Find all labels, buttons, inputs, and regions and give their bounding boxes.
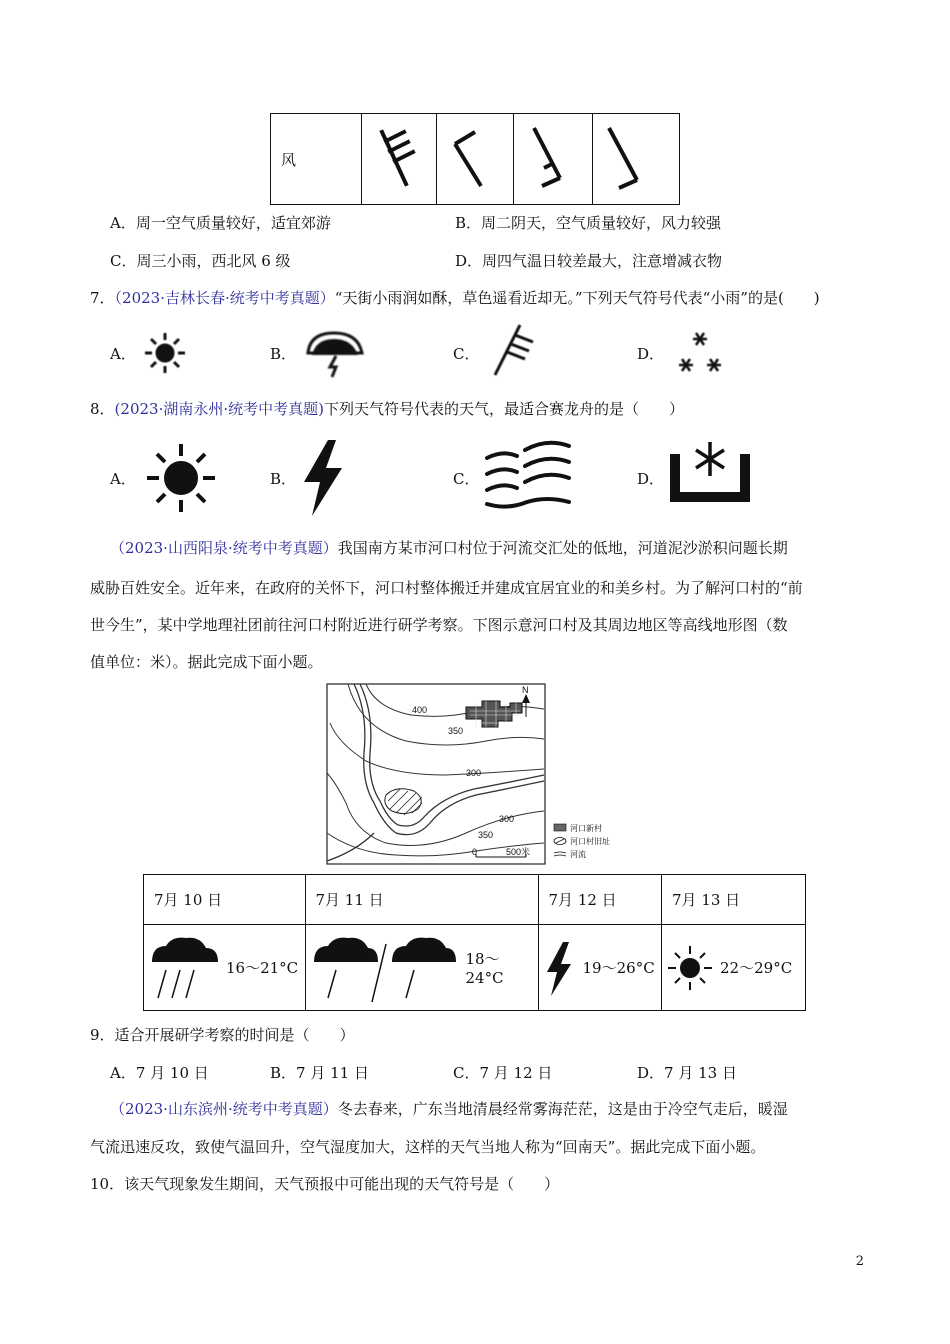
q9-option-b: B．7 月 11 日 [270, 1064, 369, 1082]
q9-option-c: C．7 月 12 日 [453, 1064, 553, 1082]
passage9-line4: 值单位：米）。据此完成下面小题。 [90, 653, 323, 671]
wind-cell-2 [437, 114, 514, 205]
rain-icon [144, 932, 222, 1004]
fog-icon [483, 440, 573, 510]
q7-stem [90, 287, 820, 308]
wind-barb-icon [485, 320, 555, 380]
forecast-cell-2 [305, 925, 538, 1011]
q8-text: 下列天气符号代表的天气，最适合赛龙舟的是（ ） [323, 400, 684, 418]
passage10-source: （2023·山东滨州·统考中考真题） [110, 1100, 338, 1118]
wind-cell-3 [514, 114, 593, 205]
q8-option-d: D． [637, 470, 665, 488]
q7-source: （2023·吉林长春·统考中考真题） [114, 289, 335, 307]
contour-label-350: 350 [448, 726, 464, 736]
wind-row-label: 风 [271, 114, 362, 205]
map-legend [554, 823, 610, 859]
contour-map [326, 683, 626, 869]
contour-label-300: 300 [466, 768, 482, 778]
q7-option-d: D． [637, 345, 665, 363]
wind-barb-icon [514, 114, 592, 200]
q10-stem: 10．该天气现象发生期间，天气预报中可能出现的天气符号是（ ） [90, 1175, 560, 1193]
scale-start: 0 [472, 847, 478, 857]
forecast-cell-4 [662, 925, 806, 1011]
q6-option-b: B．周二阴天，空气质量较好，风力较强 [455, 214, 722, 232]
forecast-cell-3 [538, 925, 662, 1011]
q8-option-b: B． [270, 470, 297, 488]
q8-option-a: A． [110, 470, 136, 488]
q8-source: (2023·湖南永州·统考中考真题) [114, 400, 324, 418]
q7-text: “天街小雨润如酥，草色遥看近却无。”下列天气符号代表“小雨”的是( ) [334, 289, 820, 307]
lightning-icon [300, 438, 346, 518]
scale-end: 500米 [506, 847, 531, 857]
passage10-line1 [110, 1098, 788, 1119]
passage10-text1: 冬去春来，广东当地清晨经常雾海茫茫，这是由于冷空气走后，暖湿 [337, 1100, 788, 1118]
passage9-line3: 世今生”，某中学地理社团前往河口村附近进行研学考察。下图示意河口村及其周边地区等高线地形图（数 [90, 616, 788, 634]
passage9-line1 [110, 537, 788, 558]
forecast-date-4: 7月 13 日 [662, 875, 806, 925]
forecast-temp-3: 19～26°C [582, 959, 655, 977]
wind-barb-icon [437, 114, 513, 200]
forecast-temp-1: 16～21°C [226, 959, 299, 977]
forecast-temp-2: 18～24°C [465, 950, 504, 987]
passage9-source: （2023·山西阳泉·统考中考真题） [110, 539, 338, 557]
forecast-cell-1 [144, 925, 306, 1011]
forecast-date-1: 7月 10 日 [144, 875, 306, 925]
lightning-icon [539, 932, 579, 1004]
legend-river: 河流 [570, 850, 586, 859]
q6-option-a: A．周一空气质量较好，适宜郊游 [110, 214, 331, 232]
sun-icon [143, 440, 219, 516]
q6-option-c: C．周三小雨，西北风 6 级 [110, 252, 291, 270]
legend-river-swatch [554, 852, 566, 856]
forecast-date-3: 7月 12 日 [538, 875, 662, 925]
q7-option-c: C． [453, 345, 480, 363]
north-label: N [522, 685, 529, 695]
wind-barb-icon [362, 114, 436, 200]
q9-stem: 9．适合开展研学考察的时间是（ ） [90, 1026, 355, 1044]
wind-cell-4 [593, 114, 680, 205]
snow-icon [670, 325, 730, 380]
q8-stem [90, 398, 684, 419]
q8-option-c: C． [453, 470, 480, 488]
q7-number: 7． [90, 289, 115, 307]
q9-option-d: D．7 月 13 日 [637, 1064, 737, 1082]
legend-new-village: 河口新村 [570, 824, 602, 833]
passage9-line2: 威胁百姓安全。近年来，在政府的关怀下，河口村整体搬迁并建成宜居宜业的和美乡村。为了解河口村的“前 [90, 579, 803, 597]
legend-old-site: 河口村旧址 [570, 837, 610, 846]
q9-option-a: A．7 月 10 日 [110, 1064, 209, 1082]
sun-icon [140, 328, 190, 378]
forecast-temp-4: 22～29°C [720, 959, 793, 977]
rain-to-rain-icon [306, 932, 466, 1004]
q7-option-b: B． [270, 345, 297, 363]
contour-label-400: 400 [412, 705, 428, 715]
forecast-table [143, 874, 806, 1011]
wind-cell-1 [362, 114, 437, 205]
forecast-date-2: 7月 11 日 [305, 875, 538, 925]
legend-new-village-swatch [554, 824, 566, 831]
sandstorm-icon [668, 440, 752, 508]
sun-icon [662, 932, 718, 1004]
passage10-line2: 气流迅速反攻，致使气温回升，空气湿度加大，这样的天气当地人称为“回南天”。据此完成下面小题。 [90, 1138, 766, 1156]
q8-number: 8． [90, 400, 115, 418]
q6-option-d: D．周四气温日较差最大，注意增减衣物 [455, 252, 723, 270]
contour-label-300b: 300 [499, 814, 515, 824]
wind-table [270, 113, 680, 205]
page-number: 2 [855, 1254, 864, 1269]
thunder-rain-cloud-icon [300, 325, 370, 380]
passage9-text1: 我国南方某市河口村位于河流交汇处的低地，河道泥沙淤积问题长期 [337, 539, 788, 557]
q7-option-a: A． [110, 345, 136, 363]
wind-barb-icon [593, 114, 679, 200]
contour-label-350b: 350 [478, 830, 494, 840]
